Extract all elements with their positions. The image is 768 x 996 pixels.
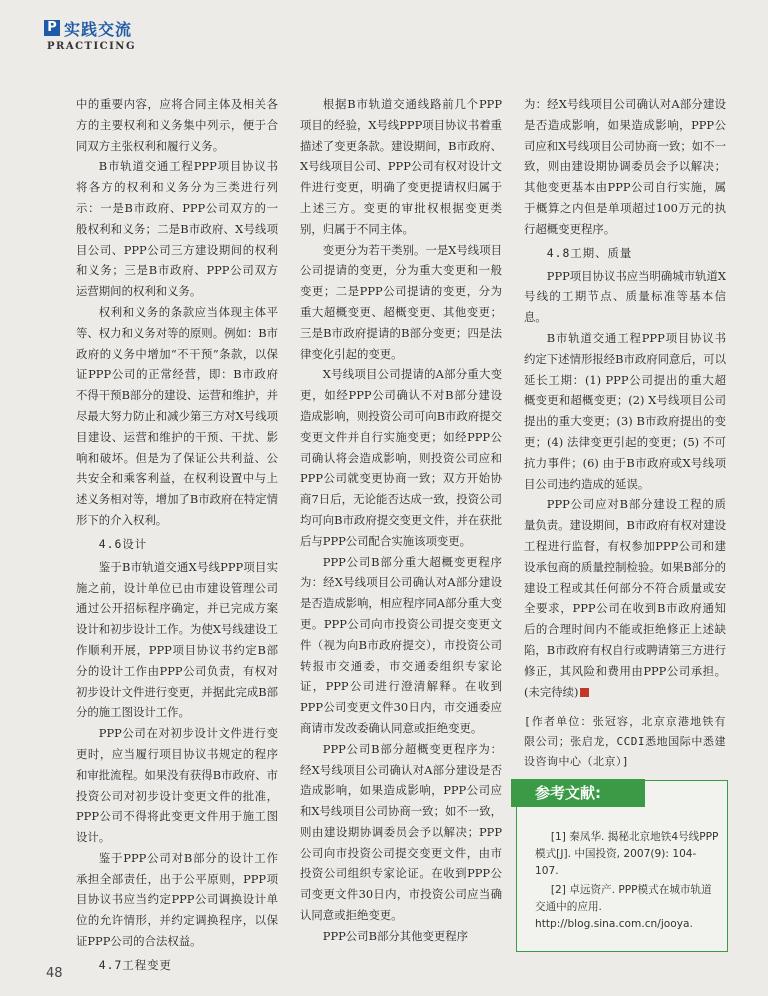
page-header [44, 16, 344, 56]
paragraph: PPP项目协议书应当明确城市轨道X号线的工期节点、质量标准等基本信息。 [524, 268, 726, 325]
paragraph: 为：经X号线项目公司确认对A部分建设是否造成影响，如果造成影响，PPP公司应和X号线项目公司协商一致；如不一致，则由建设期协调委员会予以解决；其他变更基本由PPP公司自行实施，属于概算之内但是单项超过100万元的执行超概变更程序。 [524, 97, 726, 236]
paragraph: PPP公司在对初步设计文件进行变更时，应当履行项目协议书规定的程序和审批流程。如果没有获得B市政府、市投资公司对初步设计变更文件的批准，PPP公司不得将此变更文件用于施工图设计。 [76, 726, 279, 845]
paragraph: 鉴于B市轨道交通X号线PPP项目实施之前，设计单位已由市建设管理公司通过公开招标程序确定，并已完成方案设计和初步设计工作。为使X号线建设工作顺利开展，PPP项目协议书约定B部分的设计工作由PPP公司负责，有权对初步设计文件进行变更，并据此完成B部分的施工图设计工作。 [76, 559, 279, 720]
references-list [535, 829, 719, 935]
paragraph: B市轨道交通工程PPP项目协议书将各方的权利和义务分为三类进行列示：一是B市政府、PPP公司双方的一般权利和义务；二是B市政府、X号线项目公司、PPP公司三方建设期间的权利和义务；三是B市政府、PPP公司双方运营期间的权利和义务。 [76, 159, 278, 299]
paragraph: 根据B市轨道交通线路前几个PPP项目的经验，X号线PPP项目协议书着重描述了变更条款。建设期间，B市政府、X号线项目公司、PPP公司有权对设计文件进行变更，明确了变更提请权归属于上述三方。变更的审批权根据变更类别，归属于不同主体。 [300, 97, 503, 236]
paragraph: 变更分为若干类别。一是X号线项目公司提请的变更，分为重大变更和一般变更；二是PPP公司提请的变更，分为重大超概变更、超概变更、其他变更；三是B市政府提请的B部分变更；四是法律变化引起的变更。 [300, 242, 502, 361]
reference-item: [2] 卓远资产. PPP模式在城市轨道交通中的应用. http://blog.sina.com.cn/jooya. [535, 884, 712, 930]
references-title: 参考文献: [511, 779, 645, 807]
paragraph: 中的重要内容，应将合同主体及相关各方的主要权利和义务集中列示，便于合同双方主张权利和履行义务。 [76, 97, 278, 153]
article-end-icon [580, 688, 589, 697]
reference-item: [1] 秦凤华. 揭秘北京地铁4号线PPP模式[J]. 中国投资, 2007(9): 104-107. [535, 831, 719, 877]
column-1 [76, 94, 278, 978]
paragraph: 权利和义务的条款应当体现主体平等、权力和义务对等的原则。例如：B市政府的义务中增加“不干预”条款，以保证PPP公司的正常经营，即：B市政府不得干预B部分的建设、运营和维护，并尽最大努力防止和减少第三方对X号线项目建设、运营和维护的干预、干扰、影响和破坏。但是为了保证公共利益、公共安全和乘客利益，在权利设置中与上述义务相对等，增加了B市政府在特定情形下的介入权利。 [76, 304, 279, 527]
paragraph-text: PPP公司应对B部分建设工程的质量负责。建设期间，B市政府有权对建设工程进行监督，有权参加PPP公司和建设承包商的质量控制检验。如果B部分的建设工程或其任何部分不符合质量或安全要求，PPP公司在收到B市政府通知后的合理时间内不能或拒绝修正上述缺陷，B市政府有权自行或聘请第三方进行修正，其风险和费用由PPP公司承担。(未完待续) [524, 497, 727, 699]
paragraph: PPP公司B部分重大超概变更程序为：经X号线项目公司确认对A部分建设是否造成影响，相应程序同A部分重大变更。PPP公司向市投资公司提交变更文件（视为向B市政府提交），市投资公司转报市交通委，市交通委组织专家论证，PPP公司进行澄清解释。在收到PPP公司变更文件30日内，市交通委应商请市发改委确认同意或拒绝变更。 [300, 554, 502, 735]
section-title: 实践交流 [64, 20, 133, 39]
paragraph: 鉴于PPP公司对B部分的设计工作承担全部责任，出于公平原则，PPP项目协议书应当约定PPP公司调换设计单位的允许情形，并约定调换程序，以保证PPP公司的合法权益。 [76, 850, 278, 949]
author-affiliation: [作者单位：张冠容，北京京港地铁有限公司；张启龙，CCDI悉地国际中悉建设咨询中心（北京）] [524, 715, 726, 769]
paragraph: X号线项目公司提请的A部分重大变更，如经PPP公司确认不对B部分建设造成影响，则投资公司可向B市政府提交变更文件并自行实施变更；如经PPP公司确认将会造成影响，则投资公司应和PPP公司就变更协商一致；双方开始协商7日后，无论能否达成一致，投资公司均可向B市政府提交变更文件，并在获批后与PPP公司配合实施该项变更。 [300, 367, 503, 548]
section-heading-4-6: 4.6设计 [98, 536, 148, 551]
paragraph [524, 494, 726, 702]
magazine-logo: P [44, 20, 60, 36]
column-2 [300, 94, 502, 947]
page-number: 48 [46, 966, 63, 981]
paragraph: PPP公司B部分超概变更程序为：经X号线项目公司确认对A部分建设是否造成影响，如果造成影响，PPP公司应和X号线项目公司协商一致；如不一致，则由建设期协调委员会予以解决；PPP公司向市投资公司提交变更文件，由市投资公司组织专家论证。在收到PPP公司变更文件30日内，市投资公司应当确认同意或拒绝变更。 [300, 741, 502, 923]
column-3 [524, 94, 726, 772]
section-heading-4-7: 4.7工程变更 [98, 957, 172, 972]
paragraph: PPP公司B部分其他变更程序 [322, 928, 469, 943]
section-heading-4-8: 4.8工期、质量 [546, 245, 633, 260]
section-subtitle: PRACTICING [47, 41, 136, 52]
paragraph: B市轨道交通工程PPP项目协议书约定下述情形报经B市政府同意后，可以延长工期：(1) PPP公司提出的重大超概变更和超概变更；(2) X号线项目公司提出的重大变更；(3) B市政府提出的变更；(4) 法律变更引起的变更；(5) 不可抗力事件；(6) 由于B市政府或X号线项目公司违约造成的延误。 [524, 330, 727, 491]
references-box [516, 780, 728, 952]
